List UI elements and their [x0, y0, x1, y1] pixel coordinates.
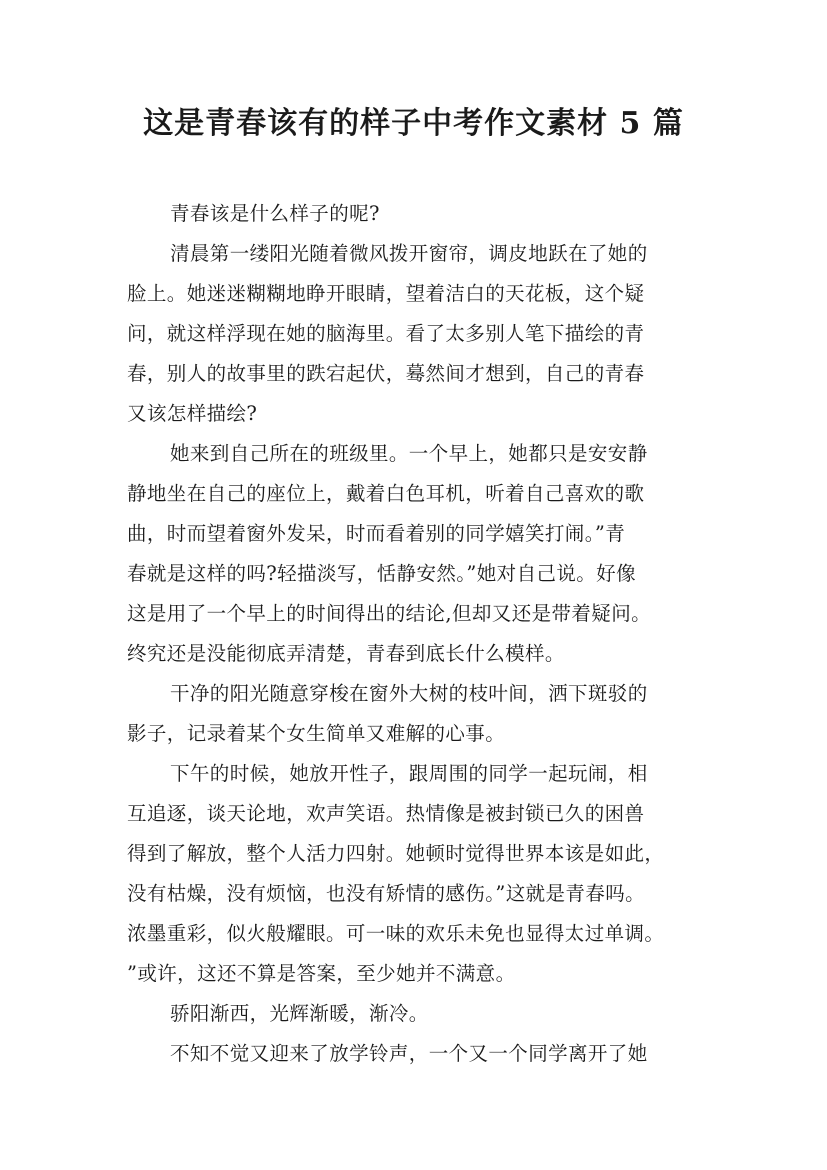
document-title: 这是青春该有的样子中考作文素材 5 篇 [143, 106, 684, 141]
paragraph-line: 互追逐，谈天论地，欢声笑语。热情像是被封锁已久的困兽 [127, 802, 645, 825]
paragraph-line: 青春该是什么样子的呢? [170, 202, 380, 225]
paragraph-line: ”或许，这还不算是答案，至少她并不满意。 [127, 962, 516, 985]
paragraph-line: 曲，时而望着窗外发呆，时而看着别的同学嬉笑打闹。”青 [127, 522, 626, 545]
paragraph-line: 又该怎样描绘? [127, 402, 258, 425]
paragraph-line: 春，别人的故事里的跌宕起伏，蓦然间才想到，自己的青春 [127, 362, 645, 385]
document-body [127, 198, 707, 1078]
paragraph-line: 这是用了一个早上的时间得出的结论,但却又还是带着疑问。 [127, 602, 651, 625]
paragraph-line: 静地坐在自己的座位上，戴着白色耳机，听着自己喜欢的歌 [127, 482, 645, 505]
paragraph-line: 问，就这样浮现在她的脑海里。看了太多别人笔下描绘的青 [127, 322, 645, 345]
paragraph-line: 下午的时候，她放开性子，跟周围的同学一起玩闹，相 [170, 762, 648, 785]
paragraph-line: 终究还是没能彻底弄清楚，青春到底长什么模样。 [127, 642, 565, 665]
paragraph-line: 浓墨重彩，似火般耀眼。可一味的欢乐未免也显得太过单调。 [127, 922, 665, 945]
paragraph-line: 骄阳渐西，光辉渐暖，渐冷。 [170, 1002, 429, 1025]
paragraph-line: 春就是这样的吗?轻描淡写，恬静安然。”她对自己说。好像 [127, 562, 636, 585]
paragraph-line: 得到了解放，整个人活力四射。她顿时觉得世界本该是如此， [127, 842, 665, 865]
paragraph-line: 清晨第一缕阳光随着微风拨开窗帘，调皮地跃在了她的 [170, 242, 648, 265]
paragraph-line: 没有枯燥，没有烦恼，也没有矫情的感伤。”这就是青春吗。 [127, 882, 646, 905]
paragraph-line: 脸上。她迷迷糊糊地睁开眼睛，望着洁白的天花板，这个疑 [127, 282, 645, 305]
paragraph-line: 影子，记录着某个女生简单又难解的心事。 [127, 722, 506, 745]
paragraph-line: 她来到自己所在的班级里。一个早上，她都只是安安静 [170, 442, 648, 465]
paragraph-line: 干净的阳光随意穿梭在窗外大树的枝叶间，洒下斑驳的 [170, 682, 648, 705]
paragraph-line: 不知不觉又迎来了放学铃声，一个又一个同学离开了她 [170, 1042, 648, 1065]
